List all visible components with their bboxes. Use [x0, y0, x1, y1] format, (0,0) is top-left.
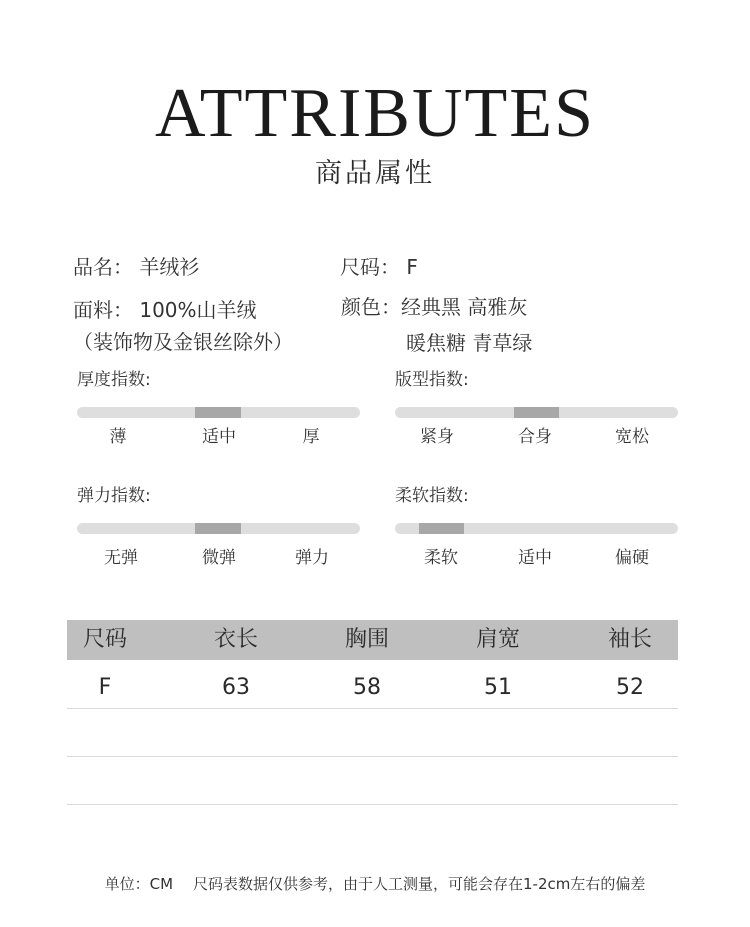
softness-tick-stiff: 偏硬: [615, 548, 649, 568]
fit-index-marker: [514, 407, 559, 418]
elasticity-index-track: [77, 523, 360, 534]
thickness-tick-thin: 薄: [109, 427, 127, 447]
fit-index-label: 版型指数:: [395, 370, 469, 390]
size-table-header-chest: 胸围: [344, 627, 390, 652]
page-title: ATTRIBUTES: [155, 75, 595, 152]
product-name: 品名： 羊绒衫: [73, 255, 200, 279]
softness-tick-medium: 适中: [518, 548, 552, 568]
size-table-cell-size: F: [98, 675, 112, 700]
softness-index-marker: [419, 523, 464, 534]
elasticity-tick-slight: 微弹: [202, 548, 236, 568]
size-table-cell-chest: 58: [353, 675, 381, 700]
page-subtitle: 商品属性: [315, 158, 435, 189]
thickness-tick-medium: 适中: [202, 427, 236, 447]
size-table-cell-length: 63: [222, 675, 250, 700]
product-colors-line2: 暖焦糖 青草绿: [406, 331, 533, 355]
elasticity-index-marker: [195, 523, 241, 534]
size-table-cell-shoulder: 51: [484, 675, 512, 700]
elasticity-tick-elastic: 弹力: [295, 548, 329, 568]
fit-tick-regular: 合身: [518, 427, 552, 447]
softness-index-label: 柔软指数:: [395, 486, 469, 506]
table-row-divider: [67, 756, 678, 757]
thickness-tick-thick: 厚: [302, 427, 320, 447]
product-fabric: 面料： 100%山羊绒: [73, 298, 257, 322]
fit-index-track: [395, 407, 678, 418]
fabric-note: （装饰物及金银丝除外）: [73, 330, 293, 354]
product-colors-line1: 颜色：经典黑 高雅灰: [341, 295, 528, 319]
size-table-header-sleeve: 袖长: [607, 627, 653, 652]
thickness-index-label: 厚度指数:: [77, 370, 151, 390]
table-row-divider: [67, 708, 678, 709]
size-disclaimer: 尺码表数据仅供参考，由于人工测量，可能会存在1-2cm左右的偏差: [193, 875, 646, 893]
product-size: 尺码： F: [340, 255, 418, 279]
size-table-header-length: 衣长: [213, 627, 259, 652]
fit-tick-loose: 宽松: [615, 427, 649, 447]
size-table-header-shoulder: 肩宽: [475, 627, 521, 652]
thickness-index-marker: [195, 407, 241, 418]
size-footnote: [0, 874, 750, 894]
fit-tick-tight: 紧身: [420, 427, 454, 447]
softness-tick-soft: 柔软: [424, 548, 458, 568]
elasticity-tick-none: 无弹: [104, 548, 138, 568]
size-unit: 单位：CM: [104, 875, 174, 893]
softness-index-track: [395, 523, 678, 534]
size-table-header-size: 尺码: [82, 627, 128, 652]
thickness-index-track: [77, 407, 360, 418]
size-table-cell-sleeve: 52: [616, 675, 644, 700]
elasticity-index-label: 弹力指数:: [77, 486, 151, 506]
table-row-divider: [67, 804, 678, 805]
